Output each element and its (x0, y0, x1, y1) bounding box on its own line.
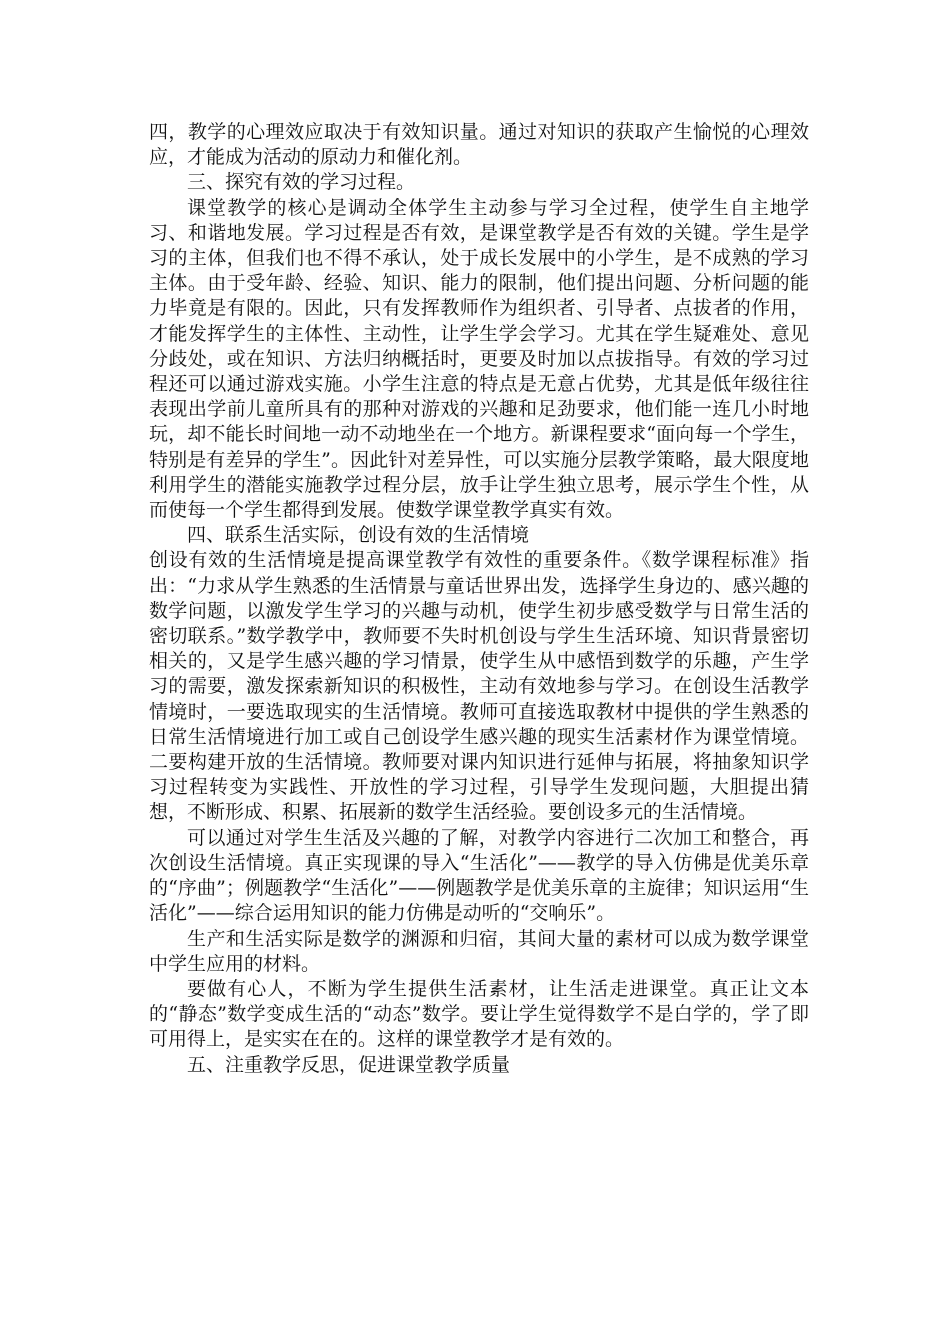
section-heading-3: 三、探究有效的学习过程。 (187, 171, 416, 194)
paragraph-life-situations: 创设有效的生活情境是提高课堂教学有效性的重要条件。《数学课程标准》指出：“力求从学生熟悉的生活情景与童话世界出发，选择学生身边的、感兴趣的数学问题，以激发学生学习的兴趣与动机，使学生初步感受数学与日常生活的密切联系。”数学教学中，教师要不失时机创设与学生生活环境、知识背景密切相关的，又是学生感兴趣的学习情景，使学生从中感悟到数学的乐趣，产生学习的需要，激发探索新知识的积极性，主动有效地参与学习。在创设生活教学情境时，一要选取现实的生活情境。教师可直接选取教材中提供的学生熟悉的日常生活情境进行加工或自己创设学生感兴趣的现实生活素材作为课堂情境。二要构建开放的生活情境。教师要对课内知识进行延伸与拓展，将抽象知识学习过程转变为实践性、开放性的学习过程，引导学生发现问题，大胆提出猜想，不断形成、积累、拓展新的数学生活经验。要创设多元的生活情境。 (149, 549, 809, 824)
paragraph-reprocessing: 可以通过对学生生活及兴趣的了解，对教学内容进行二次加工和整合，再次创设生活情境。真正实现课的导入“生活化”——教学的导入仿佛是优美乐章的“序曲”；例题教学“生活化”——例题教学是优美乐章的主旋律；知识运用“生活化”——综合运用知识的能力仿佛是动听的“交响乐”。 (149, 826, 809, 925)
paragraph-production-life: 生产和生活实际是数学的渊源和归宿，其间大量的素材可以成为数学课堂中学生应用的材料。 (149, 927, 809, 975)
paragraph-learning-process: 课堂教学的核心是调动全体学生主动参与学习全过程，使学生自主地学习、和谐地发展。学习过程是否有效，是课堂教学是否有效的关键。学生是学习的主体，但我们也不得不承认，处于成长发展中的小学生，是不成熟的学习主体。由于受年龄、经验、知识、能力的限制，他们提出问题、分析问题的能力毕竟是有限的。因此，只有发挥教师作为组织者、引导者、点拔者的作用，才能发挥学生的主体性、主动性，让学生学会学习。尤其在学生疑难处、意见分歧处，或在知识、方法归纳概括时，更要及时加以点拔指导。有效的学习过程还可以通过游戏实施。小学生注意的特点是无意占优势，尤其是低年级往往表现出学前儿童所具有的那种对游戏的兴趣和足劲要求，他们能一连几小时地玩，却不能长时间地一动不动地坐在一个地方。新课程要求“面向每一个学生，特别是有差异的学生”。因此针对差异性，可以实施分层教学策略，最大限度地利用学生的潜能实施教学过程分层，放手让学生独立思考，展示学生个性，从而使每一个学生都得到发展。使数学课堂教学真实有效。 (149, 196, 809, 522)
document-body (149, 120, 809, 1078)
section-heading-4: 四、联系生活实际，创设有效的生活情境 (187, 524, 530, 547)
section-heading-5: 五、注重教学反思，促进课堂教学质量 (187, 1053, 511, 1076)
paragraph-be-attentive: 要做有心人，不断为学生提供生活素材，让生活走进课堂。真正让文本的“静态”数学变成生活的“动态”数学。要让学生觉得数学不是白学的，学了即可用得上，是实实在在的。这样的课堂教学才是有效的。 (149, 977, 809, 1051)
paragraph-intro-continuation: 四，教学的心理效应取决于有效知识量。通过对知识的获取产生愉悦的心理效应，才能成为活动的原动力和催化剂。 (149, 121, 809, 169)
